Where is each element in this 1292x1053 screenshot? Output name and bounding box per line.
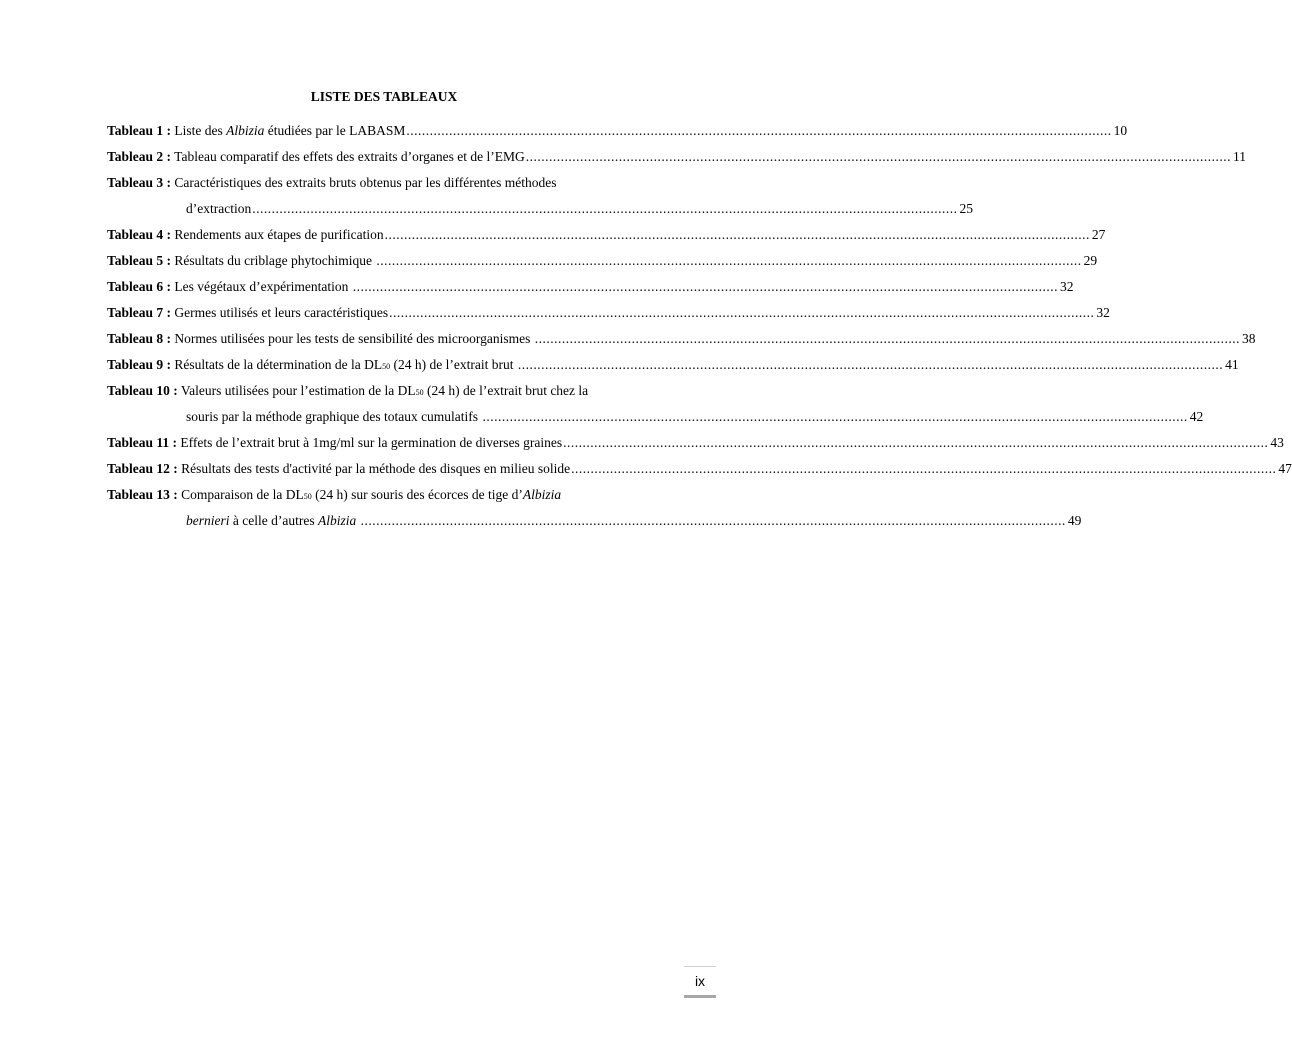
toc-entry-10[interactable]: Tableau 10 : Valeurs utilisées pour l’estimation de la DL 50 (24 h) de l’extrait brut chez la xyxy=(107,378,656,404)
dot-leader: ...................................................................................................................................................................................... xyxy=(360,513,1066,528)
dot-leader: ...................................................................................................................................................................................... xyxy=(517,357,1224,372)
toc-label: Tableau 8 : xyxy=(107,331,172,346)
toc-entry-13[interactable]: Tableau 13 : Comparaison de la DL 50 (24 h) sur souris des écorces de tige d’ Albizia xyxy=(107,482,656,508)
species-name: Albizia xyxy=(226,123,265,138)
toc-page: 41 xyxy=(1225,357,1239,372)
toc-page: 38 xyxy=(1241,331,1256,346)
toc-entry-10-continued[interactable]: souris par la méthode graphique des totaux cumulatifs ...................................................................................................................................................................................... 42 xyxy=(107,404,656,430)
dot-leader: ...................................................................................................................................................................................... xyxy=(252,201,958,216)
toc-label: Tableau 2 : xyxy=(107,149,172,164)
dot-leader: ...................................................................................................................................................................................... xyxy=(534,331,1240,346)
toc-page: 10 xyxy=(1113,123,1128,138)
dot-leader: ...................................................................................................................................................................................... xyxy=(384,227,1090,242)
species-name: bernieri xyxy=(186,513,230,528)
toc-entry-6[interactable]: Tableau 6 : Les végétaux d’expérimentation ...................................................................................................................................................................................... 32 xyxy=(107,274,656,300)
dot-leader: ...................................................................................................................................................................................... xyxy=(525,149,1231,164)
toc-entry-7[interactable]: Tableau 7 : Germes utilisés et leurs caractéristiques ...................................................................................................................................................................................... 32 xyxy=(107,300,656,326)
toc-label: Tableau 5 : xyxy=(107,253,172,268)
toc-page: 42 xyxy=(1189,409,1204,424)
toc-entry-5[interactable]: Tableau 5 : Résultats du criblage phytochimique ...................................................................................................................................................................................... 29 xyxy=(107,248,656,274)
toc-entry-11[interactable]: Tableau 11 : Effets de l’extrait brut à 1mg/ml sur la germination de diverses graines ...................................................................................................................................................................................... 43 xyxy=(107,430,656,456)
page-title: LISTE DES TABLEAUX xyxy=(310,89,458,104)
toc-page: 29 xyxy=(1083,253,1098,268)
toc-entry-13-continued[interactable]: bernieri à celle d’autres Albizia ...................................................................................................................................................................................... 49 xyxy=(107,508,656,534)
toc-label: Tableau 12 : xyxy=(107,461,178,476)
toc-page: 47 xyxy=(1278,461,1292,476)
toc-page: 25 xyxy=(959,201,973,216)
page-number: ix xyxy=(684,966,716,998)
toc-label: Tableau 11 : xyxy=(107,435,178,450)
toc-entry-1[interactable]: Tableau 1 : Liste des Albizia étudiées par le LABASM ...................................................................................................................................................................................... 10 xyxy=(107,118,656,144)
toc-entry-3[interactable]: Tableau 3 : Caractéristiques des extraits bruts obtenus par les différentes méthodes xyxy=(107,170,656,196)
toc-page: 49 xyxy=(1067,513,1082,528)
toc-label: Tableau 4 : xyxy=(107,227,172,242)
toc-entry-3-continued[interactable]: d’extraction ...................................................................................................................................................................................... 25 xyxy=(107,196,656,222)
toc-entry-9[interactable]: Tableau 9 : Résultats de la détermination de la DL 50 (24 h) de l’extrait brut ...................................................................................................................................................................................... 41 xyxy=(107,352,656,378)
table-of-contents xyxy=(107,118,1292,534)
toc-label: Tableau 1 : xyxy=(107,123,172,138)
dot-leader: ...................................................................................................................................................................................... xyxy=(389,305,1095,320)
toc-page: 43 xyxy=(1270,435,1284,450)
toc-label: Tableau 7 : xyxy=(107,305,172,320)
toc-page: 27 xyxy=(1091,227,1106,242)
toc-label: Tableau 13 : xyxy=(107,487,178,502)
toc-entry-4[interactable]: Tableau 4 : Rendements aux étapes de purification ...................................................................................................................................................................................... 27 xyxy=(107,222,656,248)
toc-entry-12[interactable]: Tableau 12 : Résultats des tests d'activité par la méthode des disques en milieu solide ...................................................................................................................................................................................... 47 xyxy=(107,456,656,482)
toc-label: Tableau 6 : xyxy=(107,279,172,294)
dot-leader: ...................................................................................................................................................................................... xyxy=(352,279,1058,294)
toc-label: Tableau 10 : xyxy=(107,383,178,398)
dot-leader: ...................................................................................................................................................................................... xyxy=(406,123,1112,138)
toc-label: Tableau 3 : xyxy=(107,175,172,190)
toc-entry-2[interactable]: Tableau 2 : Tableau comparatif des effets des extraits d’organes et de l’EMG ...................................................................................................................................................................................... 11 xyxy=(107,144,656,170)
species-name: Albizia xyxy=(317,513,357,528)
toc-entry-8[interactable]: Tableau 8 : Normes utilisées pour les tests de sensibilité des microorganismes ...................................................................................................................................................................................... 38 xyxy=(107,326,656,352)
toc-page: 32 xyxy=(1096,305,1110,320)
toc-label: Tableau 9 : xyxy=(107,357,172,372)
toc-page: 32 xyxy=(1059,279,1074,294)
dot-leader: ...................................................................................................................................................................................... xyxy=(571,461,1277,476)
dot-leader: ...................................................................................................................................................................................... xyxy=(563,435,1269,450)
species-name: Albizia xyxy=(522,487,562,502)
dot-leader: ...................................................................................................................................................................................... xyxy=(376,253,1082,268)
dot-leader: ...................................................................................................................................................................................... xyxy=(482,409,1188,424)
toc-page: 11 xyxy=(1232,149,1246,164)
